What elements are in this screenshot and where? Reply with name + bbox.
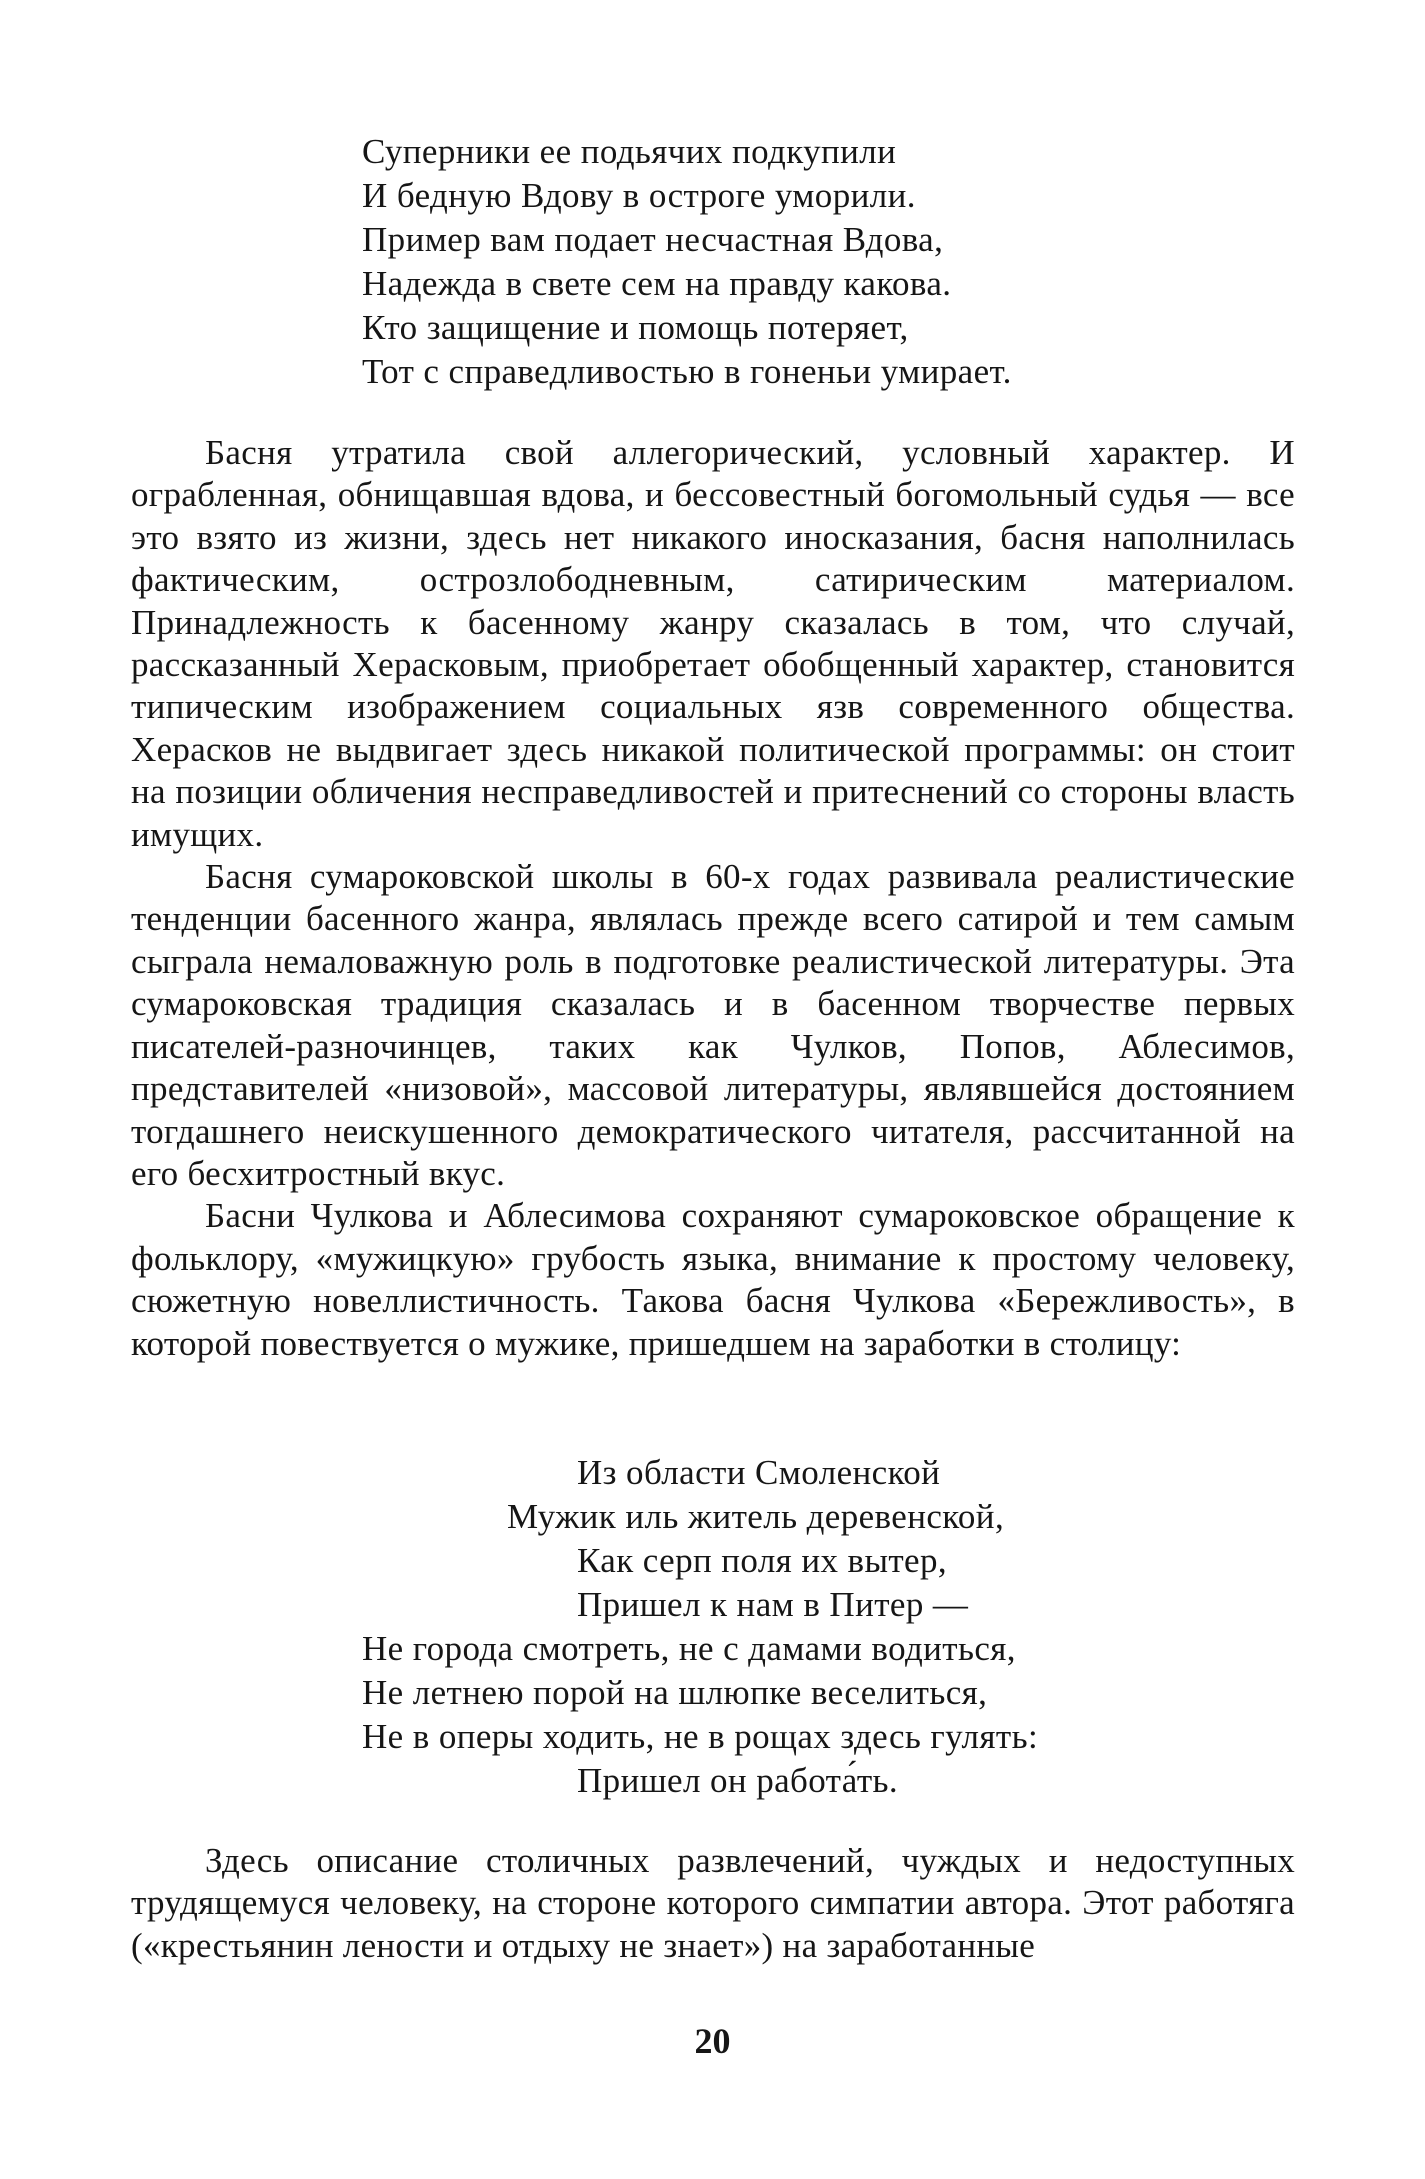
verse-line: Пришел к нам в Питер — — [577, 1585, 969, 1624]
verse-line: Тот с справедливостью в гоненьи умирает. — [362, 352, 1012, 391]
verse-line: Из области Смоленской — [577, 1453, 941, 1492]
paragraph: Здесь описание столичных развлечений, чуждых и недоступных трудящемуся человеку, на стороне которого симпатии автора. Этот работяга («крестьянин лености и отдыху не знает») на заработанные — [131, 1841, 1295, 1965]
verse-line: Не в оперы ходить, не в рощах здесь гулять: — [362, 1717, 1039, 1756]
verse-top — [362, 130, 1012, 394]
paragraph: Басни Чулкова и Аблесимова сохраняют сумароковское обращение к фольклору, «мужицкую» грубость языка, внимание к простому человеку, сюжетную новеллистичность. Такова басня Чулкова «Бережливость», в которой повествуется о мужике, пришедшем на заработки в столицу: — [131, 1196, 1295, 1363]
body-text-end — [131, 1840, 1295, 1967]
verse-line: Мужик иль житель деревенской, — [507, 1497, 1005, 1536]
page-number: 20 — [694, 2021, 731, 2061]
verse-line: Не города смотреть, не с дамами водиться, — [362, 1629, 1016, 1668]
verse-line: И бедную Вдову в остроге уморили. — [362, 176, 916, 215]
verse-line: Не летнею порой на шлюпке веселиться, — [362, 1673, 988, 1712]
body-text — [131, 432, 1295, 1365]
paragraph: Басня сумароковской школы в 60-х годах развивала реалистические тенденции басенного жанра, являлась прежде всего сатирой и тем самым сыграла немаловажную роль в подготовке реалистической литературы. Эта сумароковская традиция сказалась и в басенном творчестве первых писателей-разночинцев, таких как Чулков, Попов, Аблесимов, представителей «низовой», массовой литературы, являвшейся достоянием тогдашнего неискушенного демократического читателя, рассчитанной на его бесхитростный вкус. — [131, 857, 1295, 1193]
verse-line: Пришел он работа́ть. — [577, 1761, 899, 1800]
verse-line: Кто защищение и помощь потеряет, — [362, 308, 909, 347]
verse-bottom — [362, 1451, 1122, 1803]
verse-line: Пример вам подает несчастная Вдова, — [362, 220, 944, 259]
paragraph: Басня утратила свой аллегорический, условный характер. И ограбленная, обнищавшая вдова, и бессовестный богомольный судья — все это взято из жизни, здесь нет никакого иносказания, басня наполнилась фактическим, острозлободневным, сатирическим материалом. Принадлежность к басенному жанру сказалась в том, что случай, рассказанный Херасковым, приобретает обобщенный характер, становится типическим изображением социальных язв современного общества. Херасков не выдвигает здесь никакой политической программы: он стоит на позиции обличения несправедливостей и притеснений со стороны власть имущих. — [131, 433, 1295, 854]
verse-line: Как серп поля их вытер, — [577, 1541, 948, 1580]
verse-line: Суперники ее подьячих подкупили — [362, 132, 897, 171]
verse-line: Надежда в свете сем на правду какова. — [362, 264, 952, 303]
